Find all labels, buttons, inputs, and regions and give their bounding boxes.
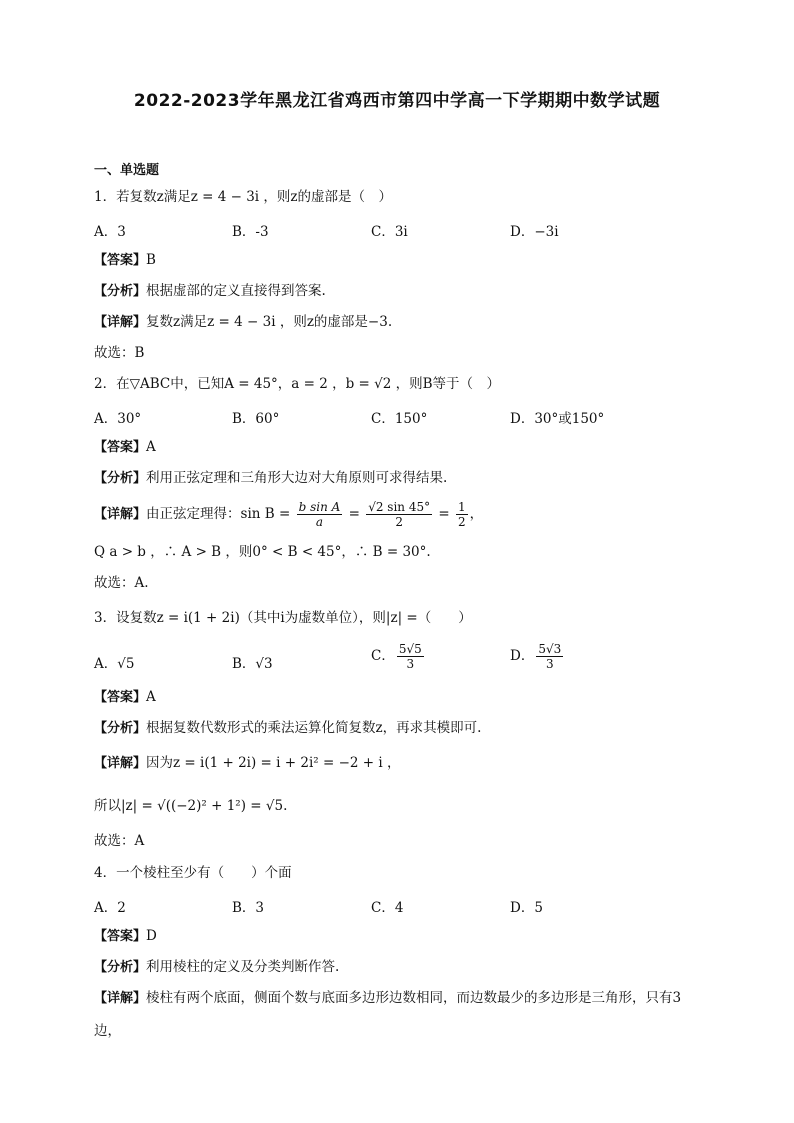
q4-option-b: B．3	[232, 900, 265, 916]
detail-text: 因为z = i(1 + 2i) = i + 2i² = −2 + i ，	[146, 755, 401, 771]
option-label: D．	[510, 648, 535, 664]
analysis-tag: 【分析】	[94, 960, 147, 975]
q4-analysis	[94, 958, 339, 977]
q4-option-a: A．2	[94, 900, 126, 916]
q3-detail	[94, 754, 401, 773]
answer-tag: 【答案】	[94, 690, 147, 705]
q2-detail-line2: Q a > b ，∴ A > B ，则0° < B < 45°，∴ B = 30°.	[94, 544, 431, 560]
analysis-text: 根据复数代数形式的乘法运算化简复数z，再求其模即可.	[146, 720, 482, 736]
q1-option-b: B．-3	[232, 224, 269, 240]
q3-choose: 故选：A	[94, 833, 145, 849]
answer-tag: 【答案】	[94, 253, 147, 268]
fraction-bsinA-over-a: $\frac{\text{b sin A}}{a}$	[298, 500, 341, 529]
option-label: B．	[232, 656, 256, 672]
q4-option-d: D．5	[510, 900, 543, 916]
q2-option-c: C．150°	[371, 411, 428, 427]
detail-pre: 由正弦定理得：sin B =	[146, 506, 291, 522]
answer-value: D	[146, 928, 157, 944]
q1-stem: 1．若复数z满足z = 4 − 3i ，则z的虚部是（ ）	[94, 189, 393, 205]
detail-tag: 【详解】	[94, 991, 147, 1006]
q4-stem: 4．一个棱柱至少有（ ）个面	[94, 865, 292, 881]
option-label: A．	[94, 656, 118, 672]
option-value: √3	[255, 656, 273, 672]
q2-option-a: A．30°	[94, 411, 142, 427]
q2-option-d: D．30°或150°	[510, 411, 605, 427]
q1-answer	[94, 251, 156, 270]
q1-option-c: C．3i	[371, 224, 408, 240]
q3-option-a	[94, 652, 134, 672]
detail-tag: 【详解】	[94, 756, 147, 771]
q4-option-c: C．4	[371, 900, 404, 916]
q2-choose: 故选：A.	[94, 575, 149, 591]
fraction-sqrt2-sin45-over-2: $\frac{√2 \sin 45^\circ}{2}$	[368, 500, 431, 529]
q3-option-d	[510, 642, 565, 671]
q1-option-d: D．−3i	[510, 224, 559, 240]
q4-detail	[94, 989, 681, 1008]
q2-option-b: B．60°	[232, 411, 280, 427]
analysis-tag: 【分析】	[94, 471, 147, 486]
answer-tag: 【答案】	[94, 929, 147, 944]
q1-option-a: A．3	[94, 224, 126, 240]
q3-option-b	[232, 652, 273, 672]
detail-tag: 【详解】	[94, 507, 147, 522]
detail-tag: 【详解】	[94, 315, 147, 330]
q1-analysis	[94, 282, 326, 301]
detail-post: ，	[469, 506, 484, 522]
option-fraction: $\frac{5√5}{3}$	[398, 642, 422, 671]
q3-detail-line2: 所以|z| = √((−2)² + 1²) = √5.	[94, 798, 288, 814]
detail-text: 复数z满足z = 4 − 3i ，则z的虚部是−3.	[146, 314, 393, 330]
answer-value: A	[146, 689, 156, 705]
q2-analysis	[94, 469, 447, 488]
q4-answer	[94, 927, 157, 946]
q3-answer	[94, 688, 156, 707]
option-label: C．	[371, 648, 395, 664]
q4-detail-line2: 边，	[94, 1023, 121, 1039]
q3-stem: 3．设复数z = i(1 + 2i)（其中i为虚数单位），则|z| =（ ）	[94, 610, 472, 626]
equals-sign: =	[438, 506, 450, 522]
answer-value: A	[146, 439, 156, 455]
q2-detail	[94, 500, 483, 529]
option-value: √5	[117, 656, 135, 672]
analysis-text: 利用正弦定理和三角形大边对大角原则可求得结果.	[146, 470, 448, 486]
analysis-text: 利用棱柱的定义及分类判断作答.	[146, 959, 340, 975]
q1-detail	[94, 313, 392, 332]
analysis-tag: 【分析】	[94, 284, 147, 299]
detail-text: 棱柱有两个底面，侧面个数与底面多边形边数相同，而边数最少的多边形是三角形，只有3	[146, 990, 682, 1006]
analysis-tag: 【分析】	[94, 721, 147, 736]
q3-option-c	[371, 642, 426, 671]
option-fraction: $\frac{5√3}{3}$	[538, 642, 562, 671]
answer-value: B	[146, 252, 156, 268]
section-heading: 一、单选题	[94, 163, 160, 178]
q1-choose: 故选：B	[94, 345, 145, 361]
answer-tag: 【答案】	[94, 440, 147, 455]
equals-sign: =	[348, 506, 360, 522]
q3-analysis	[94, 719, 481, 738]
page-title: 2022-2023学年黑龙江省鸡西市第四中学高一下学期期中数学试题	[133, 91, 661, 111]
q2-stem: 2．在▽ABC中，已知A = 45°，a = 2 ，b = √2 ，则B等于（ ）	[94, 376, 501, 392]
q2-answer	[94, 438, 156, 457]
fraction-one-half: $\frac{1}{2}$	[458, 500, 466, 529]
analysis-text: 根据虚部的定义直接得到答案.	[146, 283, 326, 299]
